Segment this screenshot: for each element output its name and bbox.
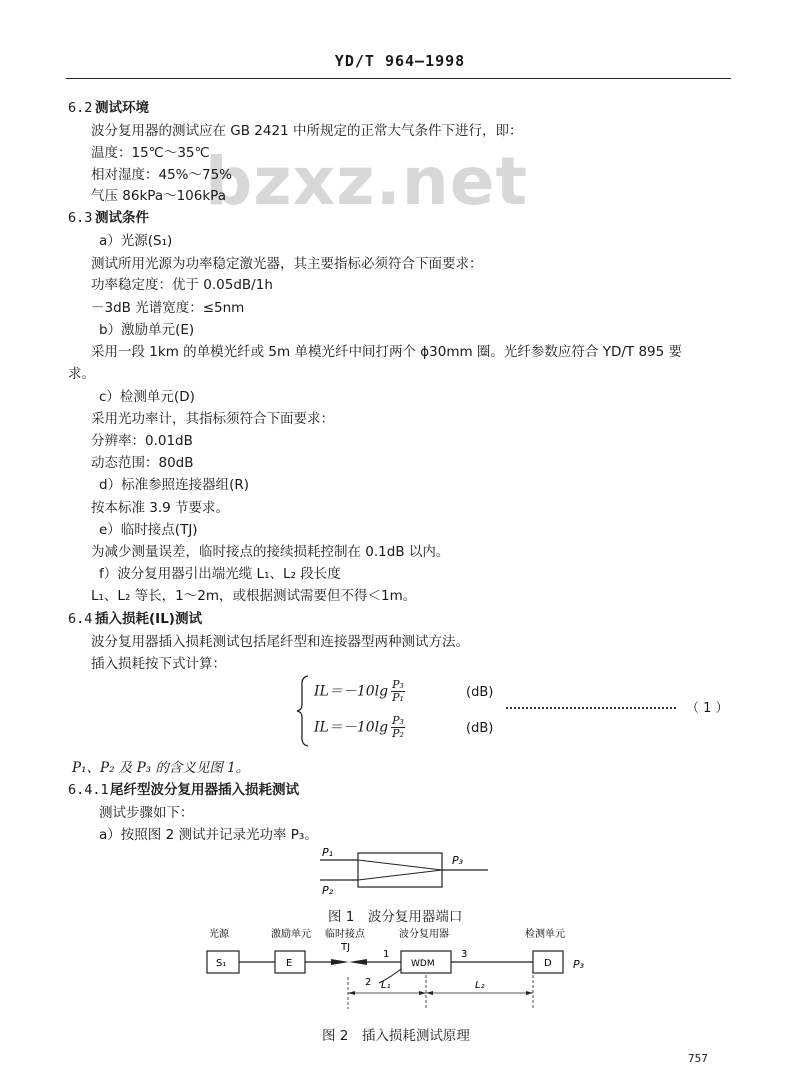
formula-unit: (dB): [466, 721, 494, 736]
fig2-label-wdm: 波分复用器: [399, 929, 449, 940]
p3-label: P₃: [573, 958, 585, 971]
section-title: 插入损耗(IL)测试: [95, 611, 202, 627]
p2-label: P₂: [322, 884, 334, 897]
figure-1-caption: 图 1 波分复用器端口: [328, 909, 463, 925]
paragraph: L₁、L₂ 等长，1～2m，或根据测试需要但不得＜1m。: [91, 588, 417, 604]
d-text: D: [544, 958, 552, 969]
figure-1-diagram: [300, 842, 500, 898]
paragraph: 功率稳定度：优于 0.05dB/1h: [91, 277, 273, 293]
paragraph: 动态范围：80dB: [91, 455, 194, 471]
item-title: f）波分复用器引出端光缆 L₁、L₂ 段长度: [99, 566, 341, 582]
item-title: a）光源(S₁): [99, 233, 173, 249]
fraction: [391, 679, 405, 704]
left-brace: [296, 675, 310, 747]
section-number: 6.3: [68, 210, 93, 226]
paragraph: 相对湿度：45%～75%: [91, 167, 233, 183]
paragraph: 分辨率：0.01dB: [91, 433, 193, 449]
p3-label: P₃: [452, 854, 464, 867]
wdm-text: WDM: [411, 959, 435, 969]
formula-unit: (dB): [466, 685, 494, 700]
s1-text: S₁: [216, 958, 227, 969]
paragraph: 温度：15℃～35℃: [91, 145, 210, 161]
fraction: [391, 715, 405, 740]
paragraph: 采用一段 1km 的单模光纤或 5m 单模光纤中间打两个 ϕ30mm 圈。光纤参数应符合 YD/T 895 要: [91, 344, 683, 360]
section-title: 测试环境: [95, 100, 149, 116]
paragraph: －3dB 光谱宽度：≤5nm: [91, 300, 245, 316]
port-1-label: 1: [383, 949, 390, 960]
paragraph: 插入损耗按下式计算：: [91, 656, 226, 672]
wdm-box: [358, 853, 442, 887]
section-title: 尾纤型波分复用器插入损耗测试: [110, 782, 299, 798]
paragraph: 采用光功率计，其指标须符合下面要求：: [91, 411, 334, 427]
watermark: bzxz.net: [205, 143, 529, 220]
port-3-label: 3: [461, 949, 468, 960]
arrowhead: [426, 991, 433, 995]
l2-label: L₂: [475, 980, 485, 991]
paragraph: 为减少测量误差，临时接点的接续损耗控制在 0.1dB 以内。: [91, 544, 450, 560]
section-6-3-heading: [68, 206, 149, 226]
section-number: 6.4: [68, 611, 93, 627]
paragraph: 气压 86kPa～106kPa: [91, 188, 226, 204]
paragraph: a）按照图 2 测试并记录光功率 P₃。: [99, 827, 318, 843]
section-number: 6.4.1: [68, 782, 109, 798]
tj-connector-left: [331, 959, 349, 965]
paragraph: 测试所用光源为功率稳定激光器，其主要指标必须符合下面要求：: [91, 256, 483, 272]
paragraph: 波分复用器的测试应在 GB 2421 中所规定的正常大气条件下进行，即：: [91, 123, 523, 139]
arrowhead: [419, 991, 426, 995]
section-title: 测试条件: [95, 210, 149, 226]
port-2-label: 2: [365, 977, 372, 988]
tj-connector-right: [349, 959, 367, 965]
denominator: P₂: [392, 727, 404, 740]
arrowhead: [348, 991, 355, 995]
arrowhead: [526, 991, 533, 995]
denominator: P₁: [392, 691, 404, 704]
formula-lhs: IL＝－10lg: [314, 683, 389, 700]
numerator: P₃: [392, 714, 404, 727]
l1-label: L₁: [381, 980, 391, 991]
section-number: 6.2: [68, 100, 93, 116]
p1-label: P₁: [322, 846, 334, 859]
item-title: c）检测单元(D): [99, 389, 195, 405]
formula-lhs: IL＝－10lg: [314, 719, 389, 736]
fig2-label-detector: 检测单元: [525, 929, 565, 940]
internal-line: [358, 870, 442, 880]
section-6-4-1-heading: [68, 778, 299, 798]
fig2-label-excitation: 激励单元: [271, 929, 311, 940]
formula-note: P₁、P₂ 及 P₃ 的含义见图 1。: [72, 760, 250, 776]
formula-1: [296, 675, 729, 750]
paragraph: 按本标准 3.9 节要求。: [91, 500, 230, 516]
paragraph: [72, 756, 249, 776]
equation-number: （ 1 ）: [686, 701, 729, 716]
item-title: d）标准参照连接器组(R): [99, 477, 249, 493]
figure-2-caption: 图 2 插入损耗测试原理: [322, 1028, 470, 1044]
formula-row-1: [314, 679, 405, 704]
section-6-2-heading: [68, 96, 149, 116]
page-number: 757: [688, 1052, 708, 1065]
tj-label: TJ: [341, 942, 351, 953]
fig2-label-source: 光源: [209, 929, 229, 940]
formula-row-2: [314, 715, 405, 740]
e-text: E: [286, 958, 293, 969]
fig2-label-temp-joint: 临时接点: [325, 929, 365, 940]
paragraph: 测试步骤如下：: [99, 805, 194, 821]
numerator: P₃: [392, 678, 404, 691]
standard-header: YD/T 964—1998: [334, 52, 466, 70]
internal-line: [358, 860, 442, 870]
figure-2-diagram: [195, 925, 615, 1020]
dot-leader: [506, 701, 676, 709]
header-rule: [66, 78, 731, 79]
section-6-4-heading: [68, 607, 202, 627]
item-title: b）激励单元(E): [99, 322, 195, 338]
paragraph: 求。: [68, 366, 95, 382]
item-title: e）临时接点(TJ): [99, 522, 198, 538]
paragraph: 波分复用器插入损耗测试包括尾纤型和连接器型两种测试方法。: [91, 634, 469, 650]
